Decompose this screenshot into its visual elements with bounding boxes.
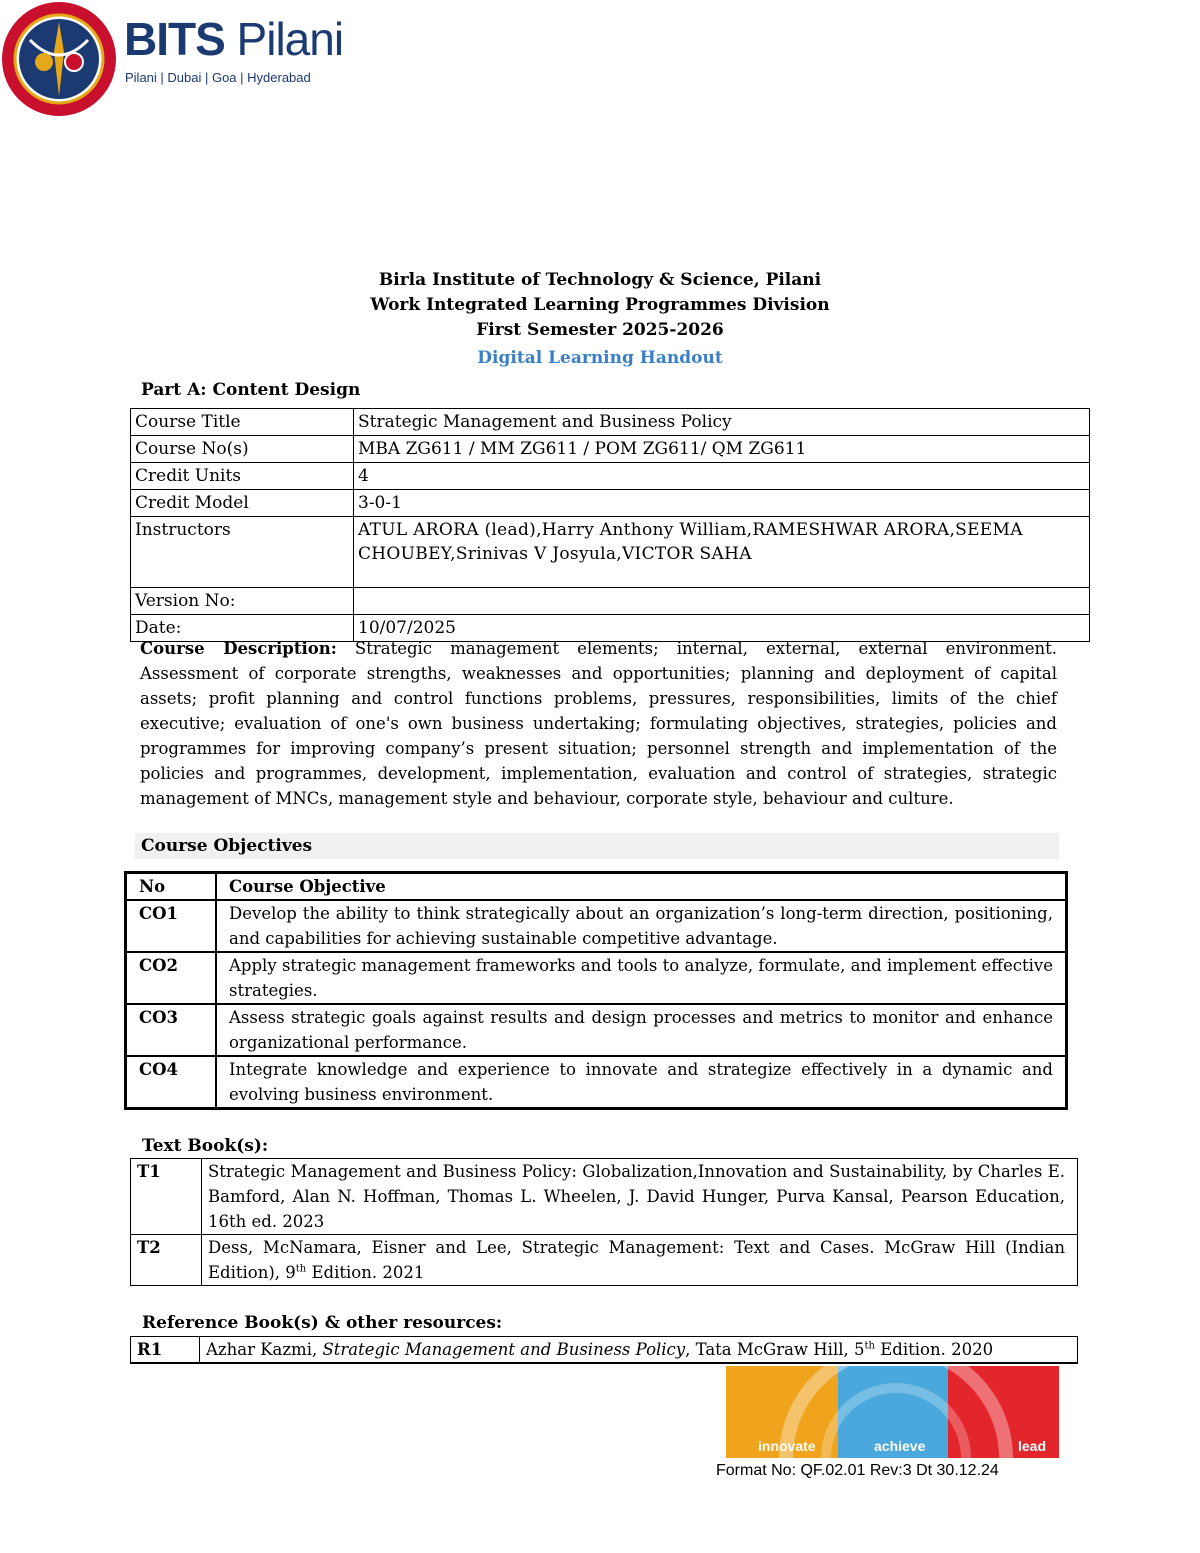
course-title-value: Strategic Management and Business Policy: [354, 409, 1090, 436]
table-row: [131, 517, 1090, 588]
banner-lead-label: lead: [1018, 1438, 1047, 1454]
gear-icon: [726, 1366, 1059, 1458]
credit-units-label: Credit Units: [131, 463, 354, 490]
table-row: [131, 490, 1090, 517]
references-heading: Reference Book(s) & other resources:: [142, 1313, 503, 1333]
table-row: [131, 436, 1090, 463]
version-label: Version No:: [131, 588, 354, 615]
banner-innovate-label: innovate: [758, 1438, 816, 1454]
table-row: [131, 1235, 1078, 1286]
handout-title: Digital Learning Handout: [477, 348, 723, 368]
objectives-table: [124, 871, 1068, 1110]
table-row: [126, 952, 1067, 1004]
textbooks-heading: Text Book(s):: [142, 1136, 269, 1156]
co-number: CO3: [126, 1004, 217, 1056]
co-number: CO1: [126, 900, 217, 952]
credit-model-value: 3-0-1: [354, 490, 1090, 517]
textbook-text: Dess, McNamara, Eisner and Lee, Strategic Management: Text and Cases. McGraw Hill (Indian Edition), 9: [208, 1238, 1065, 1282]
reference-number: R1: [131, 1337, 200, 1364]
reference-entry: [200, 1337, 1078, 1364]
course-description: [140, 636, 1057, 811]
textbook-number: T2: [131, 1235, 202, 1286]
date-value: 10/07/2025: [354, 615, 1090, 642]
co-number: CO2: [126, 952, 217, 1004]
credit-units-value: 4: [354, 463, 1090, 490]
format-number: Format No: QF.02.01 Rev:3 Dt 30.12.24: [716, 1462, 999, 1479]
table-row: [131, 463, 1090, 490]
co-text: Apply strategic management frameworks and tools to analyze, formulate, and implement effective strategies.: [216, 952, 1067, 1004]
reference-edition: Edition. 2020: [874, 1340, 994, 1359]
reference-author: Azhar Kazmi,: [206, 1340, 323, 1359]
table-row: [126, 1056, 1067, 1109]
course-no-label: Course No(s): [131, 436, 354, 463]
textbooks-table: [130, 1158, 1078, 1286]
co-text: Develop the ability to think strategically about an organization’s long-term direction, positioning, and capabilities for achieving sustainable competitive advantage.: [216, 900, 1067, 952]
textbook-text-end: Edition. 2021: [306, 1263, 425, 1282]
instructors-label: Instructors: [131, 517, 354, 588]
date-label: Date:: [131, 615, 354, 642]
course-description-label: Course Description:: [140, 639, 337, 658]
bits-pilani-logo: [0, 0, 344, 120]
table-row: [126, 900, 1067, 952]
reference-superscript: th: [864, 1340, 875, 1352]
co-number: CO4: [126, 1056, 217, 1109]
textbook-entry: Strategic Management and Business Policy: Globalization,Innovation and Sustainability, by Charles E. Bamford, Alan N. Hoffman, Thomas L. Wheelen, J. David Hunger, Purva Kansal, Pearson Education, 16th ed. 2023: [202, 1159, 1078, 1235]
course-description-text: Strategic management elements; internal, external, external environment. Assessment of corporate strengths, weaknesses and opportunities; planning and deployment of capital assets; profit planning and control functions problems, pressures, responsibilities, limits of the chief executive; evaluation of one's own business undertaking; formulating objectives, strategies, policies and programmes for improving company’s present situation; personnel strength and implementation of the policies and programmes, development, implementation, evaluation and control of strategies, strategic management of MNCs, management style and behaviour, corporate style, behaviour and culture.: [140, 639, 1057, 808]
course-info-table: [130, 408, 1090, 642]
banner-achieve-label: achieve: [874, 1438, 926, 1454]
reference-title: Strategic Management and Business Policy: [322, 1340, 686, 1359]
table-row: [131, 588, 1090, 615]
course-title-label: Course Title: [131, 409, 354, 436]
objectives-heading: Course Objectives: [141, 836, 313, 856]
col-no-header: No: [126, 873, 217, 901]
logo-wordmark: BITS Pilani: [124, 13, 344, 65]
col-objective-header: Course Objective: [216, 873, 1067, 901]
institute-name: Birla Institute of Technology & Science, Pilani: [378, 270, 822, 290]
credit-model-label: Credit Model: [131, 490, 354, 517]
version-value: [354, 588, 1090, 615]
division-name: Work Integrated Learning Programmes Division: [370, 295, 830, 315]
co-text: Assess strategic goals against results and design processes and metrics to monitor and enhance organizational performance.: [216, 1004, 1067, 1056]
institute-seal-icon: [0, 0, 118, 118]
textbook-number: T1: [131, 1159, 202, 1235]
table-header-row: [126, 873, 1067, 901]
course-no-value: MBA ZG611 / MM ZG611 / POM ZG611/ QM ZG611: [354, 436, 1090, 463]
co-text: Integrate knowledge and experience to innovate and strategize effectively in a dynamic and evolving business environment.: [216, 1056, 1067, 1109]
table-row: [131, 1159, 1078, 1235]
table-row: [131, 409, 1090, 436]
references-table: [130, 1336, 1078, 1364]
table-row: [131, 1337, 1078, 1364]
table-row: [126, 1004, 1067, 1056]
semester: First Semester 2025-2026: [476, 320, 724, 340]
logo-campuses: Pilani | Dubai | Goa | Hyderabad: [125, 70, 311, 85]
part-a-heading: Part A: Content Design: [141, 380, 361, 400]
textbook-entry: [202, 1235, 1078, 1286]
reference-publisher: , Tata McGraw Hill, 5: [685, 1340, 865, 1359]
innovate-achieve-lead-banner: [726, 1366, 1059, 1458]
instructors-value: ATUL ARORA (lead),Harry Anthony William,RAMESHWAR ARORA,SEEMA CHOUBEY,Srinivas V Josyula,VICTOR SAHA: [354, 517, 1090, 588]
textbook-superscript: th: [295, 1263, 307, 1275]
